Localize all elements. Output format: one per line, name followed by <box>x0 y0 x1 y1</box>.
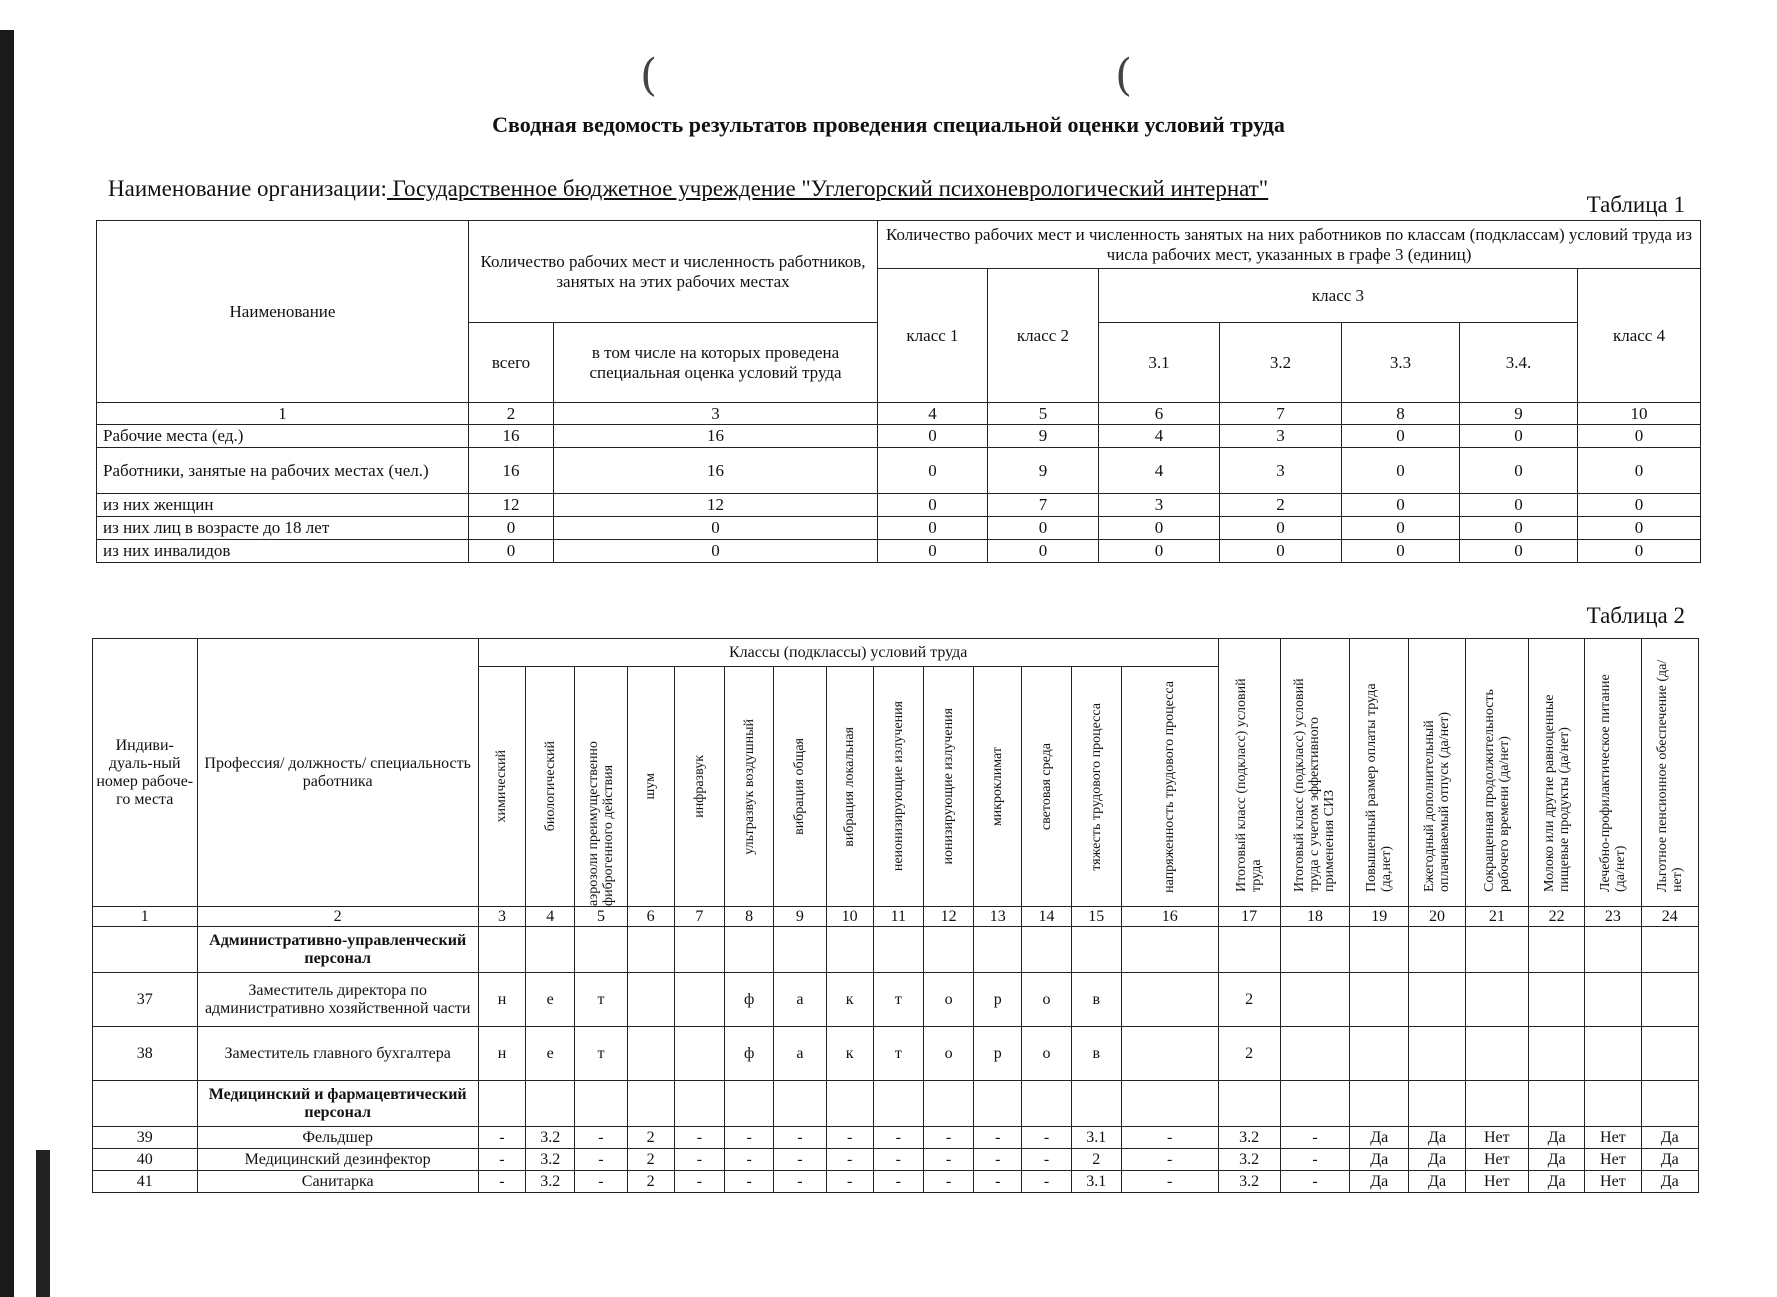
t2-header-pension: Льготное пенсионное обеспечение (да/нет) <box>1641 639 1698 907</box>
t1-cell: 4 <box>1099 448 1220 494</box>
t1-header-class3: класс 3 <box>1099 269 1578 323</box>
t2-cell: - <box>974 1171 1022 1193</box>
t2-cell: - <box>774 1127 826 1149</box>
t2-cell: - <box>478 1127 525 1149</box>
t2-cell: а <box>774 1027 826 1081</box>
t1-row-label: Рабочие места (ед.) <box>97 425 469 448</box>
t2-cell <box>1585 1027 1641 1081</box>
t2-cell <box>1528 973 1584 1027</box>
t2-cell: Да <box>1641 1171 1698 1193</box>
t2-row-number: 38 <box>93 1027 198 1081</box>
t2-cell: - <box>774 1149 826 1171</box>
t2-cell: - <box>725 1171 774 1193</box>
t2-cell: Нет <box>1465 1149 1528 1171</box>
t1-cell: 0 <box>1460 448 1578 494</box>
t2-factor-heaviness: тяжесть трудового процесса <box>1071 667 1121 907</box>
punch-mark-right: ( <box>1115 50 1133 101</box>
t2-cell <box>627 1027 674 1081</box>
t2-cell: Да <box>1409 1171 1465 1193</box>
t2-section-row <box>93 1081 1699 1127</box>
t2-cell: - <box>674 1149 724 1171</box>
punch-mark-left: ( <box>640 50 658 101</box>
t1-row-label: из них лиц в возрасте до 18 лет <box>97 517 469 540</box>
t1-cell: 0 <box>1342 448 1460 494</box>
t1-row-label: из них женщин <box>97 494 469 517</box>
document-title: Сводная ведомость результатов проведения специальной оценки условий труда <box>492 112 1285 137</box>
t2-row <box>93 1027 1699 1081</box>
t1-cell: 7 <box>988 494 1099 517</box>
t1-cell: 0 <box>878 540 988 563</box>
t1-cell: 4 <box>1099 425 1220 448</box>
t1-cell: 9 <box>988 425 1099 448</box>
t2-cell: Да <box>1350 1127 1409 1149</box>
t1-header-3-4: 3.4. <box>1460 323 1578 403</box>
t1-cell: 0 <box>988 540 1099 563</box>
organization-label: Наименование организации: <box>108 176 387 201</box>
t2-header-num: Индиви-дуаль-ный номер рабоче-го места <box>93 639 198 907</box>
t2-cell: - <box>974 1149 1022 1171</box>
t1-header-name: Наименование <box>97 221 469 403</box>
t1-cell: 3 <box>1220 425 1342 448</box>
t2-cell: т <box>575 973 627 1027</box>
t1-cell: 0 <box>1460 494 1578 517</box>
t1-cell: 0 <box>1460 540 1578 563</box>
t1-cell: 0 <box>1099 540 1220 563</box>
t2-cell: - <box>873 1127 923 1149</box>
t1-header-class2: класс 2 <box>988 269 1099 403</box>
t2-cell: т <box>575 1027 627 1081</box>
t2-cell: 3.1 <box>1071 1127 1121 1149</box>
t2-cell: о <box>923 1027 973 1081</box>
t2-factor-vibration-local: вибрация локальная <box>826 667 873 907</box>
t2-factor-non-ionizing: неионизирующие излучения <box>873 667 923 907</box>
t2-cell: - <box>826 1149 873 1171</box>
t2-cell: - <box>575 1149 627 1171</box>
t1-cell: 0 <box>878 517 988 540</box>
t2-header-final: Итоговый класс (подкласс) условий труда <box>1218 639 1280 907</box>
t2-factor-intensity: напряженность трудового процесса <box>1121 667 1218 907</box>
t2-cell <box>1465 973 1528 1027</box>
t1-cell: 16 <box>469 448 554 494</box>
t1-cell: 0 <box>1578 540 1701 563</box>
t2-cell: 3.1 <box>1071 1171 1121 1193</box>
t2-cell: - <box>923 1171 973 1193</box>
t2-cell: к <box>826 973 873 1027</box>
t2-cell <box>1409 1027 1465 1081</box>
scan-edge-left-bottom <box>36 1150 50 1297</box>
t1-cell: 0 <box>1099 517 1220 540</box>
t2-column-numbers: 1 2 3 4 5 6 7 8 9 10 11 12 13 14 15 16 17 18 19 20 21 22 23 24 <box>93 907 1699 927</box>
t2-row-profession: Заместитель директора по административно хозяйственной части <box>197 973 478 1027</box>
t2-cell: Да <box>1409 1149 1465 1171</box>
t2-cell: т <box>873 1027 923 1081</box>
t1-header-assessed: в том числе на которых проведена специальная оценка условий труда <box>554 323 878 403</box>
t2-row-profession: Медицинский дезинфектор <box>197 1149 478 1171</box>
t2-cell: н <box>478 973 525 1027</box>
t2-header-milk: Молоко или другие равноценные пищевые продукты (да/нет) <box>1528 639 1584 907</box>
t2-section-title: Административно-управленческий персонал <box>197 927 478 973</box>
t2-header-profession: Профессия/ должность/ специальность работника <box>197 639 478 907</box>
t1-row <box>97 517 1701 540</box>
t2-header-pay: Повышенный размер оплаты труда (да,нет) <box>1350 639 1409 907</box>
t1-cell: 9 <box>988 448 1099 494</box>
t1-cell: 0 <box>1578 517 1701 540</box>
t2-factor-ultrasound: ультразвук воздушный <box>725 667 774 907</box>
t2-cell: н <box>478 1027 525 1081</box>
organization-line <box>108 176 1268 202</box>
t2-cell: - <box>923 1149 973 1171</box>
t2-cell: Нет <box>1585 1171 1641 1193</box>
t2-cell: - <box>575 1171 627 1193</box>
t2-cell <box>1641 1027 1698 1081</box>
t2-header-classes: Классы (подклассы) условий труда <box>478 639 1218 667</box>
t2-cell: о <box>923 973 973 1027</box>
summary-table <box>96 220 1701 563</box>
t2-row-profession: Заместитель главного бухгалтера <box>197 1027 478 1081</box>
t2-cell: 3.2 <box>1218 1149 1280 1171</box>
t2-cell: - <box>774 1171 826 1193</box>
t2-cell: - <box>826 1127 873 1149</box>
t2-cell: 3.2 <box>1218 1127 1280 1149</box>
t2-row <box>93 1171 1699 1193</box>
t2-cell <box>1121 1027 1218 1081</box>
t2-cell <box>1641 973 1698 1027</box>
t1-cell: 0 <box>469 517 554 540</box>
t2-cell: т <box>873 973 923 1027</box>
t2-factor-vibration-general: вибрация общая <box>774 667 826 907</box>
t2-cell: 3.2 <box>1218 1171 1280 1193</box>
table2-caption: Таблица 2 <box>1586 603 1685 628</box>
t2-row <box>93 1127 1699 1149</box>
t1-cell: 3 <box>1220 448 1342 494</box>
t2-cell: - <box>1280 1127 1349 1149</box>
t2-cell <box>1280 973 1349 1027</box>
t1-header-class4: класс 4 <box>1578 269 1701 403</box>
t2-cell: 3.2 <box>526 1171 575 1193</box>
t2-row-profession: Фельдшер <box>197 1127 478 1149</box>
t1-header-3-2: 3.2 <box>1220 323 1342 403</box>
t2-header-nutrition: Лечебно-профилактическое питание (да/нет) <box>1585 639 1641 907</box>
t2-section-row <box>93 927 1699 973</box>
t2-cell: 2 <box>627 1171 674 1193</box>
t2-cell: - <box>575 1127 627 1149</box>
t2-factor-aerosols: аэрозоли преимущественно фиброгенного действия <box>575 667 627 907</box>
t2-cell: - <box>1121 1171 1218 1193</box>
t1-cell: 0 <box>1342 540 1460 563</box>
t2-cell <box>1409 973 1465 1027</box>
t1-cell: 12 <box>469 494 554 517</box>
t2-cell <box>1121 973 1218 1027</box>
t2-cell <box>1350 1027 1409 1081</box>
t2-cell <box>1280 1027 1349 1081</box>
t1-cell: 12 <box>554 494 878 517</box>
t1-header-3-3: 3.3 <box>1342 323 1460 403</box>
organization-name: Государственное бюджетное учреждение "Углегорский психоневрологический интернат" <box>386 176 1269 201</box>
t2-cell: - <box>725 1127 774 1149</box>
t1-cell: 3 <box>1099 494 1220 517</box>
t2-cell: а <box>774 973 826 1027</box>
t2-cell: Да <box>1641 1149 1698 1171</box>
t2-cell: о <box>1022 973 1071 1027</box>
t2-factor-noise: шум <box>627 667 674 907</box>
t2-cell: - <box>1121 1127 1218 1149</box>
t2-cell: Да <box>1641 1127 1698 1149</box>
t2-cell: 2 <box>1218 1027 1280 1081</box>
t1-cell: 0 <box>1342 425 1460 448</box>
t2-cell: Нет <box>1465 1127 1528 1149</box>
t1-header-total: всего <box>469 323 554 403</box>
t2-cell: - <box>478 1171 525 1193</box>
t1-column-numbers: 1 2 3 4 5 6 7 8 9 10 <box>97 403 1701 425</box>
t2-header-reduced-time: Сокращенная продолжительность рабочего времени (да/нет) <box>1465 639 1528 907</box>
t2-cell: - <box>1022 1127 1071 1149</box>
t2-row-number: 37 <box>93 973 198 1027</box>
t2-cell <box>1350 973 1409 1027</box>
t1-cell: 0 <box>1342 494 1460 517</box>
t2-cell: 3.2 <box>526 1149 575 1171</box>
t2-cell: - <box>826 1171 873 1193</box>
t2-section-title: Медицинский и фармацевтический персонал <box>197 1081 478 1127</box>
t2-cell: - <box>974 1127 1022 1149</box>
t2-cell: ф <box>725 973 774 1027</box>
t1-header-classes: Количество рабочих мест и численность занятых на них работников по классам (подклассам) условий труда из числа рабочих мест, указанных в графе 3 (единиц) <box>878 221 1701 269</box>
t2-cell: - <box>725 1149 774 1171</box>
t2-factor-biological: биологический <box>526 667 575 907</box>
t1-cell: 16 <box>554 448 878 494</box>
t1-row <box>97 540 1701 563</box>
t2-cell <box>1528 1027 1584 1081</box>
t2-factor-light: световая среда <box>1022 667 1071 907</box>
t2-cell <box>1585 973 1641 1027</box>
t2-header-final-siz: Итоговый класс (подкласс) условий труда с учетом эффективного применения СИЗ <box>1280 639 1349 907</box>
t2-row <box>93 973 1699 1027</box>
t2-cell: - <box>923 1127 973 1149</box>
t1-cell: 0 <box>1578 425 1701 448</box>
t1-row <box>97 494 1701 517</box>
t2-cell: р <box>974 1027 1022 1081</box>
t2-cell: Нет <box>1465 1171 1528 1193</box>
t1-cell: 0 <box>1460 517 1578 540</box>
t2-cell: Да <box>1528 1171 1584 1193</box>
t2-cell: в <box>1071 973 1121 1027</box>
scan-edge-left <box>0 30 14 1297</box>
t2-cell <box>674 1027 724 1081</box>
t2-cell: Да <box>1350 1171 1409 1193</box>
t1-cell: 0 <box>469 540 554 563</box>
t2-row-number: 41 <box>93 1171 198 1193</box>
t2-header-vacation: Ежегодный дополнительный оплачиваемый отпуск (да/нет) <box>1409 639 1465 907</box>
t1-cell: 0 <box>1578 448 1701 494</box>
t2-cell: 2 <box>1218 973 1280 1027</box>
t1-header-count: Количество рабочих мест и численность работников, занятых на этих рабочих местах <box>469 221 878 323</box>
t2-cell: Да <box>1528 1127 1584 1149</box>
t2-cell: - <box>873 1149 923 1171</box>
t1-cell: 0 <box>554 517 878 540</box>
t2-cell: Да <box>1409 1127 1465 1149</box>
t2-cell: е <box>526 1027 575 1081</box>
t2-cell <box>627 973 674 1027</box>
t1-cell: 0 <box>988 517 1099 540</box>
t1-row <box>97 448 1701 494</box>
t2-factor-ionizing: ионизирующие излучения <box>923 667 973 907</box>
t1-cell: 0 <box>878 425 988 448</box>
t2-factor-infrasound: инфразвук <box>674 667 724 907</box>
t2-cell: - <box>674 1171 724 1193</box>
t1-cell: 0 <box>878 494 988 517</box>
t2-cell: - <box>1121 1149 1218 1171</box>
t1-header-class1: класс 1 <box>878 269 988 403</box>
t2-cell: р <box>974 973 1022 1027</box>
t2-cell: 3.2 <box>526 1127 575 1149</box>
t1-row-label: из них инвалидов <box>97 540 469 563</box>
t2-cell: 2 <box>627 1127 674 1149</box>
t1-cell: 0 <box>1220 517 1342 540</box>
t1-cell: 0 <box>554 540 878 563</box>
t2-factor-chemical: химический <box>478 667 525 907</box>
t2-row-number: 40 <box>93 1149 198 1171</box>
t2-cell: е <box>526 973 575 1027</box>
t2-row-number: 39 <box>93 1127 198 1149</box>
t2-cell: в <box>1071 1027 1121 1081</box>
t2-cell: 2 <box>627 1149 674 1171</box>
t1-cell: 16 <box>469 425 554 448</box>
t2-row <box>93 1149 1699 1171</box>
t2-cell: - <box>1280 1149 1349 1171</box>
t1-cell: 0 <box>1220 540 1342 563</box>
t1-cell: 16 <box>554 425 878 448</box>
t2-cell: - <box>1280 1171 1349 1193</box>
t2-row-profession: Санитарка <box>197 1171 478 1193</box>
t2-cell <box>674 973 724 1027</box>
t2-cell: Нет <box>1585 1127 1641 1149</box>
t1-header-3-1: 3.1 <box>1099 323 1220 403</box>
t2-cell: ф <box>725 1027 774 1081</box>
t1-cell: 0 <box>1578 494 1701 517</box>
t2-cell: 2 <box>1071 1149 1121 1171</box>
t2-cell: - <box>873 1171 923 1193</box>
t2-cell: Да <box>1528 1149 1584 1171</box>
t2-factor-microclimate: микроклимат <box>974 667 1022 907</box>
table1-caption: Таблица 1 <box>1586 192 1685 217</box>
t2-cell: - <box>1022 1149 1071 1171</box>
t1-cell: 0 <box>1460 425 1578 448</box>
t1-row <box>97 425 1701 448</box>
t1-row-label: Работники, занятые на рабочих местах (чел.) <box>97 448 469 494</box>
t2-cell: - <box>478 1149 525 1171</box>
t2-cell: к <box>826 1027 873 1081</box>
t2-cell: Да <box>1350 1149 1409 1171</box>
workplace-table <box>92 638 1699 1193</box>
t1-cell: 0 <box>1342 517 1460 540</box>
t2-cell <box>1465 1027 1528 1081</box>
t2-cell: - <box>1022 1171 1071 1193</box>
t1-cell: 0 <box>878 448 988 494</box>
t2-cell: Нет <box>1585 1149 1641 1171</box>
t2-cell: - <box>674 1127 724 1149</box>
t1-cell: 2 <box>1220 494 1342 517</box>
t2-cell: о <box>1022 1027 1071 1081</box>
